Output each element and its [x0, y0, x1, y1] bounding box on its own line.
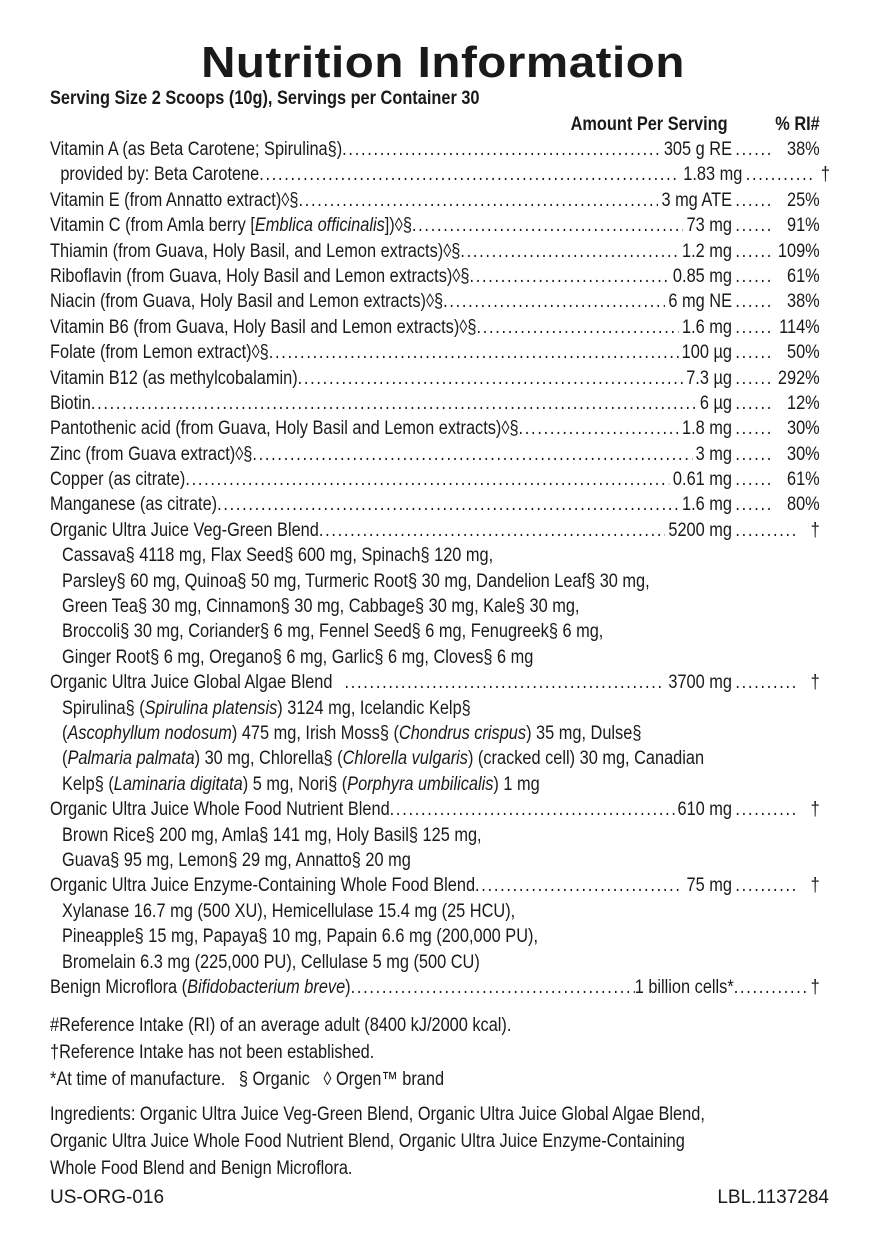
blend-detail-line: Spirulina§ (Spirulina platensis) 3124 mg, Icelandic Kelp§ [62, 697, 471, 719]
blend-detail-line: (Ascophyllum nodosum) 475 mg, Irish Moss§ (Chondrus crispus) 35 mg, Dulse§ [62, 722, 642, 744]
blend-detail-line: (Palmaria palmata) 30 mg, Chlorella§ (Chlorella vulgaris) (cracked cell) 30 mg, Canadian [62, 748, 705, 770]
nutrient-row: Niacin (from Guava, Holy Basil and Lemon extracts)◊§ ..... 6 mg NE ..... 38% [50, 289, 820, 314]
ingredients-statement: Ingredients: Organic Ultra Juice Veg-Green Blend, Organic Ultra Juice Global Algae Blend, Organic Ultra Juice Whole Food Nutrient Blend, Organic Ultra Juice Enzyme-Containing Whole Food Blend and Benign Microflora. [50, 1104, 705, 1179]
column-headers [50, 114, 820, 136]
label-code: LBL.1137284 [717, 1187, 829, 1208]
blend-detail-line: Guava§ 95 mg, Lemon§ 29 mg, Annatto§ 20 mg [62, 849, 411, 871]
nutrient-row: Thiamin (from Guava, Holy Basil, and Lemon extracts)◊§ ..... 1.2 mg ..... 109% [50, 239, 820, 264]
blend-detail-line: Parsley§ 60 mg, Quinoa§ 50 mg, Turmeric Root§ 30 mg, Dandelion Leaf§ 30 mg, [62, 570, 650, 592]
serving-size: Serving Size 2 Scoops (10g), Servings per Container 30 [50, 88, 480, 109]
nutrient-row: Vitamin B6 (from Guava, Holy Basil and Lemon extracts)◊§ ..... 1.6 mg ..... 114% [50, 315, 820, 340]
nutrient-row: Folate (from Lemon extract)◊§ ..... 100 µg ..... 50% [50, 340, 820, 365]
page-title: Nutrition Information [200, 38, 685, 87]
blend-detail-line: Green Tea§ 30 mg, Cinnamon§ 30 mg, Cabbage§ 30 mg, Kale§ 30 mg, [62, 596, 580, 618]
blend-detail-line: Brown Rice§ 200 mg, Amla§ 141 mg, Holy Basil§ 125 mg, [62, 824, 482, 846]
symbol-legend: *At time of manufacture. § Organic ◊ Orgen™ brand [50, 1069, 445, 1090]
blend-row-veg-green: Organic Ultra Juice Veg-Green Blend ..... 5200 mg ..... † [50, 518, 820, 543]
nutrient-row: Manganese (as citrate) ..... 1.6 mg ..... 80% [50, 492, 820, 517]
nutrient-row: Riboflavin (from Guava, Holy Basil and Lemon extracts)◊§ ..... 0.85 mg ..... 61% [50, 264, 820, 289]
blend-detail-line: Bromelain 6.3 mg (225,000 PU), Cellulase 5 mg (500 CU) [62, 951, 480, 973]
nutrient-row: Copper (as citrate) ..... 0.61 mg ..... 61% [50, 467, 820, 492]
blend-row-enzyme: Organic Ultra Juice Enzyme-Containing Whole Food Blend ..... 75 mg ..... † [50, 873, 820, 898]
amount-per-serving-header: Amount Per Serving [570, 114, 728, 135]
blend-detail-line: Kelp§ (Laminaria digitata) 5 mg, Nori§ (Porphyra umbilicalis) 1 mg [62, 773, 540, 795]
blend-detail-line: Xylanase 16.7 mg (500 XU), Hemicellulase 15.4 mg (25 HCU), [62, 900, 516, 922]
blend-row-algae: Organic Ultra Juice Global Algae Blend ..... 3700 mg ..... † [50, 670, 820, 695]
microflora-row: Benign Microflora (Bifidobacterium breve) ..... 1 billion cells* ..... † [50, 975, 820, 1000]
nutrient-row: Pantothenic acid (from Guava, Holy Basil and Lemon extracts)◊§ ..... 1.8 mg ..... 30% [50, 416, 820, 441]
nutrient-row: Vitamin B12 (as methylcobalamin) ..... 7.3 µg ..... 292% [50, 366, 820, 391]
nutrient-row: Zinc (from Guava extract)◊§ ..... 3 mg ..... 30% [50, 442, 820, 467]
blend-row-whole-food: Organic Ultra Juice Whole Food Nutrient Blend ..... 610 mg ..... † [50, 797, 820, 822]
ri-header: % RI# [775, 114, 820, 135]
ri-footnote: #Reference Intake (RI) of an average adult (8400 kJ/2000 kcal). [50, 1015, 512, 1036]
nutrient-row: provided by: Beta Carotene ..... 1.83 mg ..... † [50, 162, 820, 187]
not-established-footnote: †Reference Intake has not been established. [50, 1042, 375, 1063]
blend-detail-line: Ginger Root§ 6 mg, Oregano§ 6 mg, Garlic§ 6 mg, Cloves§ 6 mg [62, 646, 534, 668]
product-code: US-ORG-016 [50, 1187, 165, 1208]
blend-detail-line: Broccoli§ 30 mg, Coriander§ 6 mg, Fennel Seed§ 6 mg, Fenugreek§ 6 mg, [62, 621, 604, 643]
nutrient-row: Biotin ..... 6 µg ..... 12% [50, 391, 820, 416]
blend-detail-line: Pineapple§ 15 mg, Papaya§ 10 mg, Papain 6.6 mg (200,000 PU), [62, 926, 538, 948]
nutrient-table [50, 137, 831, 1000]
nutrient-row: Vitamin C (from Amla berry [Emblica officinalis])◊§ ..... 73 mg ..... 91% [50, 213, 820, 238]
blend-detail-line: Cassava§ 4118 mg, Flax Seed§ 600 mg, Spinach§ 120 mg, [62, 545, 494, 567]
nutrient-row: Vitamin E (from Annatto extract)◊§ ..... 3 mg ATE ..... 25% [50, 188, 820, 213]
footnotes [50, 1012, 587, 1093]
nutrient-row: Vitamin A (as Beta Carotene; Spirulina§) ..... 305 g RE ..... 38% [50, 137, 820, 162]
